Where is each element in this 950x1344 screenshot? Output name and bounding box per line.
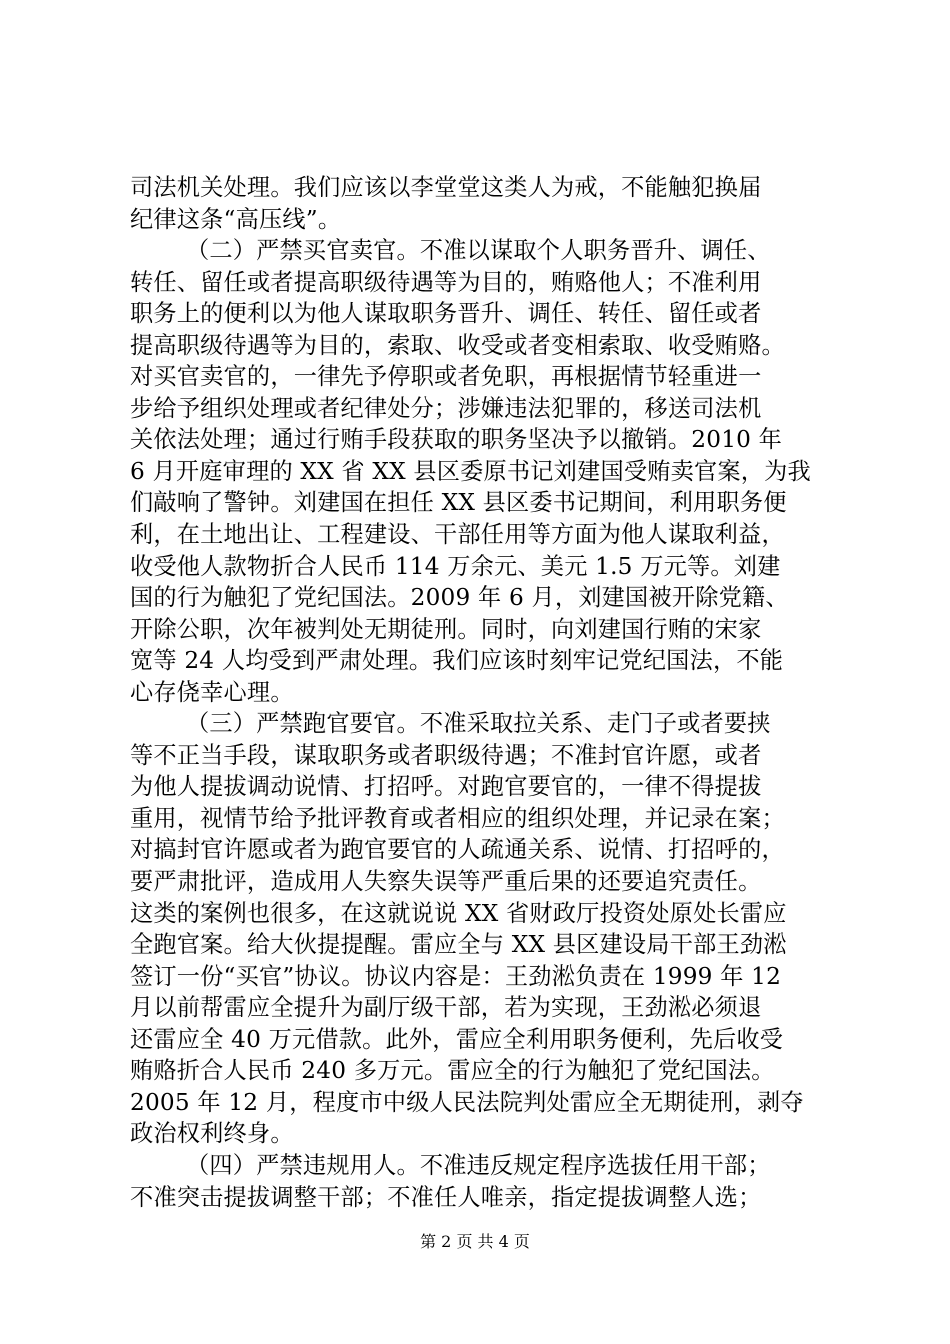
text-line: 对买官卖官的，一律先予停职或者免职，再根据情节轻重进一 [130, 363, 762, 391]
text-line: 国的行为触犯了党纪国法。2009 年 6 月，刘建国被开除党籍、 [130, 584, 789, 612]
text-line: 职务上的便利以为他人谋取职务晋升、调任、转任、留任或者 [130, 300, 762, 328]
text-line: 重用，视情节给予批评教育或者相应的组织处理，并记录在案； [130, 804, 785, 832]
text-line: 转任、留任或者提高职级待遇等为目的，贿赂他人；不准利用 [130, 268, 762, 296]
text-line: 司法机关处理。我们应该以李堂堂这类人为戒，不能触犯换届 [130, 174, 762, 201]
text-line: 6 月开庭审理的 XX 省 XX 县区委原书记刘建国受贿卖官案，为我 [130, 457, 811, 485]
text-line: 政治权利终身。 [130, 1120, 294, 1148]
page-number-footer: 第 2 页 共 4 页 [420, 1232, 530, 1251]
paragraph-heading-4: （四）严禁违规用人。不准违反规定程序选拔任用干部； [186, 1151, 771, 1179]
text-line: 这类的案例也很多，在这就说说 XX 省财政厅投资处原处长雷应 [130, 899, 787, 927]
text-line: 步给予组织处理或者纪律处分；涉嫌违法犯罪的，移送司法机 [130, 394, 762, 422]
text-line: 签订一份“买官”协议。协议内容是：王劲淞负责在 1999 年 12 [130, 962, 782, 990]
text-line: 为他人提拔调动说情、打招呼。对跑官要官的，一律不得提拔 [130, 773, 762, 801]
text-line: 利，在土地出让、工程建设、干部任用等方面为他人谋取利益， [130, 521, 785, 549]
text-line: 对搞封官许愿或者为跑官要官的人疏通关系、说情、打招呼的， [130, 836, 785, 864]
text-line: 还雷应全 40 万元借款。此外，雷应全利用职务便利，先后收受 [130, 1025, 784, 1053]
text-line: 宽等 24 人均受到严肃处理。我们应该时刻牢记党纪国法，不能 [130, 647, 784, 675]
document-body [130, 172, 830, 1213]
paragraph-heading-2: （二）严禁买官卖官。不准以谋取个人职务晋升、调任、 [186, 237, 771, 265]
text-line: 纪律这条“高压线”。 [130, 205, 342, 233]
text-line: 们敲响了警钟。刘建国在担任 XX 县区委书记期间，利用职务便 [130, 489, 787, 517]
text-line: 收受他人款物折合人民币 114 万余元、美元 1.5 万元等。刘建 [130, 552, 781, 580]
text-line: 全跑官案。给大伙提提醒。雷应全与 XX 县区建设局干部王劲淞 [130, 931, 787, 959]
paragraph-heading-3: （三）严禁跑官要官。不准采取拉关系、走门子或者要挟 [186, 710, 771, 738]
text-line: 贿赂折合人民币 240 多万元。雷应全的行为触犯了党纪国法。 [130, 1057, 775, 1085]
text-line: 月以前帮雷应全提升为副厅级干部，若为实现，王劲淞必须退 [130, 994, 762, 1022]
text-line: 不准突击提拔调整干部；不准任人唯亲，指定提拔调整人选； [130, 1183, 762, 1211]
text-line: 等不正当手段，谋取职务或者职级待遇；不准封官许愿，或者 [130, 741, 762, 769]
text-line: 2005 年 12 月，程度市中级人民法院判处雷应全无期徒刑，剥夺 [130, 1088, 804, 1116]
text-line: 心存侥幸心理。 [130, 678, 294, 706]
text-line: 要严肃批评，造成用人失察失误等严重后果的还要追究责任。 [130, 868, 762, 896]
text-line: 提高职级待遇等为目的，索取、收受或者变相索取、收受贿赂。 [130, 331, 785, 359]
text-line: 关依法处理；通过行贿手段获取的职务坚决予以撤销。2010 年 [130, 426, 783, 454]
text-line: 开除公职，次年被判处无期徒刑。同时，向刘建国行贿的宋家 [130, 615, 762, 643]
